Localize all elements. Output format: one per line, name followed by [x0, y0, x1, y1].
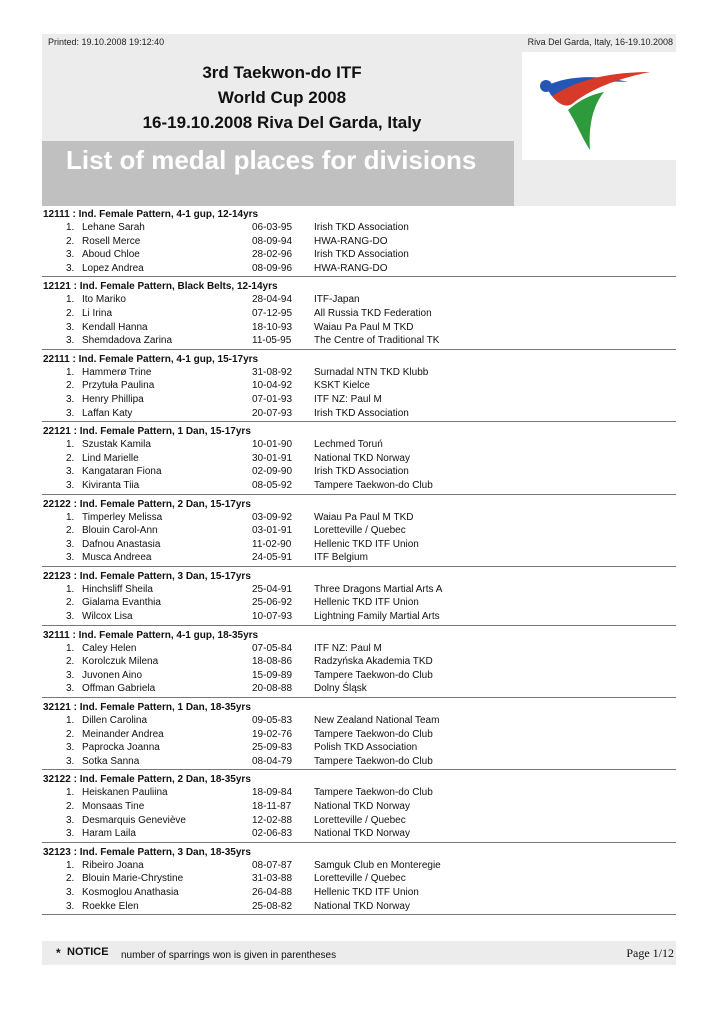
- medalist-row: [42, 669, 676, 683]
- medal-place: 3.: [66, 321, 75, 333]
- club-name: Irish TKD Association: [314, 407, 409, 419]
- athlete-name: Przytuła Paulina: [82, 380, 155, 392]
- club-name: Radzyńska Akademia TKD: [314, 656, 433, 668]
- club-name: National TKD Norway: [314, 900, 410, 912]
- birth-date: 02-06-83: [252, 828, 293, 840]
- event-title: [42, 60, 522, 135]
- event-title-line-2: World Cup 2008: [217, 88, 347, 107]
- notice-footer: [42, 941, 676, 965]
- medalist-row: [42, 524, 676, 538]
- medalist-row: [42, 755, 676, 769]
- birth-date: 28-04-94: [252, 294, 293, 306]
- medal-place: 3.: [66, 262, 75, 274]
- club-name: Samguk Club en Monteregie: [314, 859, 441, 871]
- medal-place: 3.: [66, 886, 75, 898]
- club-name: New Zealand National Team: [314, 715, 440, 727]
- medalist-row: [42, 655, 676, 669]
- birth-date: 08-09-96: [252, 262, 293, 274]
- birth-date: 08-09-94: [252, 235, 293, 247]
- division-block: [42, 629, 676, 698]
- birth-date: 25-06-92: [252, 597, 293, 609]
- club-name: Tampere Taekwon-do Club: [314, 479, 433, 491]
- club-name: Loretteville / Quebec: [314, 873, 406, 885]
- medalist-row: [42, 262, 676, 276]
- club-name: Lightning Family Martial Arts: [314, 611, 440, 623]
- birth-date: 15-09-89: [252, 669, 293, 681]
- club-name: Tampere Taekwon-do Club: [314, 669, 433, 681]
- medal-place: 2.: [66, 728, 75, 740]
- medal-place: 3.: [66, 611, 75, 623]
- club-name: National TKD Norway: [314, 452, 410, 464]
- medal-place: 2.: [66, 873, 75, 885]
- club-name: Irish TKD Association: [314, 466, 409, 478]
- club-name: The Centre of Traditional TK: [314, 335, 440, 347]
- club-name: National TKD Norway: [314, 828, 410, 840]
- athlete-name: Timperley Melissa: [82, 511, 163, 523]
- medalist-row: [42, 859, 676, 873]
- athlete-name: Dillen Carolina: [82, 715, 148, 727]
- medalist-row: [42, 827, 676, 841]
- club-name: Tampere Taekwon-do Club: [314, 728, 433, 740]
- birth-date: 10-04-92: [252, 380, 293, 392]
- birth-date: 07-05-84: [252, 642, 293, 654]
- birth-date: 25-04-91: [252, 583, 293, 595]
- medal-place: 1.: [66, 583, 75, 595]
- medal-place: 1.: [66, 787, 75, 799]
- medal-place: 1.: [66, 366, 75, 378]
- club-name: Waiau Pa Paul M TKD: [314, 511, 414, 523]
- athlete-name: Kendall Hanna: [82, 321, 148, 333]
- medalist-row: [42, 511, 676, 525]
- birth-date: 10-01-90: [252, 439, 293, 451]
- event-location-date: Riva Del Garda, Italy, 16-19.10.2008: [527, 37, 673, 47]
- medal-place: 3.: [66, 407, 75, 419]
- club-name: Dolny Śląsk: [314, 683, 367, 695]
- athlete-name: Kosmoglou Anathasia: [82, 886, 179, 898]
- medalist-row: [42, 465, 676, 479]
- club-name: Polish TKD Association: [314, 742, 418, 754]
- medal-place: 3.: [66, 393, 75, 405]
- birth-date: 20-08-88: [252, 683, 293, 695]
- page-number: Page 1/12: [626, 946, 674, 960]
- medalist-row: [42, 235, 676, 249]
- medal-place: 3.: [66, 828, 75, 840]
- athlete-name: Lind Marielle: [82, 452, 139, 464]
- medalist-row: [42, 538, 676, 552]
- division-title: 32123 : Ind. Female Pattern, 3 Dan, 18-35yrs: [43, 846, 251, 858]
- medalist-row: [42, 307, 676, 321]
- athlete-name: Ribeiro Joana: [82, 859, 144, 871]
- birth-date: 07-12-95: [252, 307, 293, 319]
- club-name: Irish TKD Association: [314, 249, 409, 261]
- medalist-row: [42, 407, 676, 421]
- medalist-row: [42, 814, 676, 828]
- notice-text: number of sparrings won is given in parentheses: [121, 950, 337, 961]
- club-name: Hellenic TKD ITF Union: [314, 886, 419, 898]
- athlete-name: Lehane Sarah: [82, 222, 145, 233]
- athlete-name: Rosell Merce: [82, 235, 141, 247]
- athlete-name: Heiskanen Pauliina: [82, 787, 168, 799]
- athlete-name: Offman Gabriela: [82, 683, 156, 695]
- medal-place: 1.: [66, 511, 75, 523]
- club-name: Tampere Taekwon-do Club: [314, 787, 433, 799]
- club-name: National TKD Norway: [314, 801, 410, 812]
- medal-place: 1.: [66, 439, 75, 451]
- medalist-row: [42, 583, 676, 597]
- division-title: 12121 : Ind. Female Pattern, Black Belts, 12-14yrs: [43, 281, 278, 293]
- club-name: Hellenic TKD ITF Union: [314, 538, 419, 550]
- division-title: 22121 : Ind. Female Pattern, 1 Dan, 15-17yrs: [43, 426, 251, 438]
- birth-date: 03-09-92: [252, 511, 293, 523]
- medalist-row: [42, 393, 676, 407]
- medal-place: 2.: [66, 801, 75, 812]
- athlete-name: Monsaas Tine: [82, 801, 145, 812]
- medalist-row: [42, 596, 676, 610]
- medalist-row: [42, 221, 676, 235]
- club-name: Surnadal NTN TKD Klubb: [314, 366, 429, 378]
- medalist-row: [42, 479, 676, 493]
- athlete-name: Blouin Carol-Ann: [82, 525, 158, 537]
- medalist-row: [42, 714, 676, 728]
- birth-date: 11-02-90: [252, 538, 292, 550]
- athlete-name: Gialama Evanthia: [82, 597, 161, 609]
- athlete-name: Paprocka Joanna: [82, 742, 160, 754]
- athlete-name: Wilcox Lisa: [82, 611, 133, 623]
- birth-date: 11-05-95: [252, 335, 292, 347]
- birth-date: 28-02-96: [252, 249, 293, 261]
- club-name: Loretteville / Quebec: [314, 814, 406, 826]
- medal-place: 3.: [66, 466, 75, 478]
- division-block: [42, 280, 676, 349]
- athlete-name: Laffan Katy: [82, 407, 133, 419]
- birth-date: 08-07-87: [252, 859, 293, 871]
- club-name: Lechmed Toruń: [314, 439, 383, 451]
- medal-place: 3.: [66, 479, 75, 491]
- athlete-name: Kiviranta Tiia: [82, 479, 140, 491]
- athlete-name: Ito Mariko: [82, 294, 126, 306]
- division-block: [42, 208, 676, 277]
- birth-date: 19-02-76: [252, 728, 293, 740]
- print-info-bar: [42, 34, 676, 50]
- medal-place: 1.: [66, 859, 75, 871]
- event-title-line-3: 16-19.10.2008 Riva Del Garda, Italy: [142, 113, 422, 132]
- division-title: 32111 : Ind. Female Pattern, 4-1 gup, 18-35yrs: [43, 629, 259, 641]
- athlete-name: Sotka Sanna: [82, 755, 140, 767]
- birth-date: 26-04-88: [252, 886, 293, 898]
- medal-place: 2.: [66, 452, 75, 464]
- medal-place: 2.: [66, 656, 75, 668]
- medalist-row: [42, 334, 676, 348]
- logo-head-dot: [540, 80, 552, 92]
- medal-place: 3.: [66, 552, 75, 564]
- club-name: Hellenic TKD ITF Union: [314, 597, 419, 609]
- medal-place: 2.: [66, 307, 75, 319]
- birth-date: 08-05-92: [252, 479, 293, 491]
- medal-place: 2.: [66, 597, 75, 609]
- medal-place: 3.: [66, 900, 75, 912]
- athlete-name: Dafnou Anastasia: [82, 538, 161, 550]
- athlete-name: Szustak Kamila: [82, 439, 151, 451]
- athlete-name: Aboud Chloe: [82, 249, 140, 261]
- medalist-row: [42, 551, 676, 565]
- birth-date: 18-10-93: [252, 321, 293, 333]
- division-title: 12111 : Ind. Female Pattern, 4-1 gup, 12-14yrs: [43, 209, 259, 220]
- medalist-row: [42, 610, 676, 624]
- athlete-name: Caley Helen: [82, 642, 137, 654]
- birth-date: 20-07-93: [252, 407, 293, 419]
- medalist-row: [42, 786, 676, 800]
- itf-taekwondo-logo-icon: [522, 52, 676, 160]
- club-name: ITF-Japan: [314, 294, 360, 306]
- medalist-row: [42, 728, 676, 742]
- banner-title: List of medal places for divisions: [66, 145, 477, 175]
- birth-date: 18-11-87: [252, 801, 292, 812]
- medalist-row: [42, 900, 676, 914]
- club-name: Three Dragons Martial Arts A: [314, 583, 443, 595]
- medal-place: 1.: [66, 642, 75, 654]
- medalist-row: [42, 800, 676, 814]
- division-block: [42, 773, 676, 842]
- athlete-name: Roekke Elen: [82, 900, 139, 912]
- athlete-name: Hammerø Trine: [82, 366, 152, 378]
- division-block: [42, 570, 676, 626]
- medalist-row: [42, 682, 676, 696]
- club-name: KSKT Kielce: [314, 380, 370, 392]
- birth-date: 31-03-88: [252, 873, 293, 885]
- notice-label: NOTICE: [67, 946, 109, 958]
- birth-date: 08-04-79: [252, 755, 293, 767]
- medalist-row: [42, 741, 676, 755]
- notice-star-icon: *: [56, 946, 61, 960]
- birth-date: 07-01-93: [252, 393, 293, 405]
- club-name: ITF NZ: Paul M: [314, 642, 382, 654]
- club-name: Irish TKD Association: [314, 222, 409, 233]
- medalist-row: [42, 321, 676, 335]
- division-title: 22122 : Ind. Female Pattern, 2 Dan, 15-17yrs: [43, 498, 251, 510]
- division-block: [42, 498, 676, 567]
- club-name: ITF NZ: Paul M: [314, 393, 382, 405]
- birth-date: 18-09-84: [252, 787, 293, 799]
- medalist-row: [42, 248, 676, 262]
- medal-place: 3.: [66, 538, 75, 550]
- division-title: 22123 : Ind. Female Pattern, 3 Dan, 15-17yrs: [43, 570, 251, 582]
- medal-place: 1.: [66, 715, 75, 727]
- medalist-row: [42, 452, 676, 466]
- medalist-row: [42, 438, 676, 452]
- birth-date: 25-09-83: [252, 742, 293, 754]
- club-name: HWA-RANG-DO: [314, 262, 388, 274]
- division-block: [42, 425, 676, 494]
- printed-timestamp: Printed: 19.10.2008 19:12:40: [48, 37, 165, 47]
- club-name: Tampere Taekwon-do Club: [314, 755, 433, 767]
- divisions-list: [42, 208, 676, 918]
- document-banner: [42, 141, 514, 206]
- medal-place: 2.: [66, 525, 75, 537]
- division-block: [42, 846, 676, 915]
- athlete-name: Juvonen Aino: [82, 669, 143, 681]
- athlete-name: Kangataran Fiona: [82, 466, 162, 478]
- medalist-row: [42, 886, 676, 900]
- event-title-line-1: 3rd Taekwon-do ITF: [202, 63, 362, 82]
- athlete-name: Lopez Andrea: [82, 262, 144, 274]
- athlete-name: Shemdadova Zarina: [82, 335, 173, 347]
- birth-date: 12-02-88: [252, 814, 293, 826]
- medalist-row: [42, 379, 676, 393]
- birth-date: 02-09-90: [252, 466, 293, 478]
- medal-place: 1.: [66, 294, 75, 306]
- birth-date: 09-05-83: [252, 715, 293, 727]
- birth-date: 30-01-91: [252, 452, 293, 464]
- logo-red-swoosh: [552, 72, 650, 106]
- athlete-name: Haram Laila: [82, 828, 136, 840]
- division-block: [42, 701, 676, 770]
- birth-date: 18-08-86: [252, 656, 293, 668]
- athlete-name: Desmarquis Geneviève: [82, 814, 186, 826]
- birth-date: 31-08-92: [252, 366, 293, 378]
- athlete-name: Blouin Marie-Chrystine: [82, 873, 184, 885]
- medal-place: 3.: [66, 335, 75, 347]
- athlete-name: Henry Phillipa: [82, 393, 144, 405]
- club-name: All Russia TKD Federation: [314, 307, 432, 319]
- club-name: Waiau Pa Paul M TKD: [314, 321, 414, 333]
- medal-place: 3.: [66, 814, 75, 826]
- medal-place: 3.: [66, 755, 75, 767]
- medal-place: 3.: [66, 742, 75, 754]
- athlete-name: Meinander Andrea: [82, 728, 164, 740]
- athlete-name: Li Irina: [82, 307, 113, 319]
- birth-date: 10-07-93: [252, 611, 293, 623]
- athlete-name: Musca Andreea: [82, 552, 152, 564]
- medal-place: 3.: [66, 669, 75, 681]
- birth-date: 03-01-91: [252, 525, 293, 537]
- division-title: 32122 : Ind. Female Pattern, 2 Dan, 18-35yrs: [43, 774, 251, 786]
- medal-place: 1.: [66, 222, 75, 233]
- medal-place: 3.: [66, 683, 75, 695]
- medalist-row: [42, 366, 676, 380]
- medal-place: 2.: [66, 235, 75, 247]
- medalist-row: [42, 872, 676, 886]
- birth-date: 06-03-95: [252, 222, 293, 233]
- club-name: Loretteville / Quebec: [314, 525, 406, 537]
- club-name: ITF Belgium: [314, 552, 368, 564]
- athlete-name: Hinchsliff Sheila: [82, 583, 153, 595]
- medal-place: 2.: [66, 380, 75, 392]
- medal-place: 3.: [66, 249, 75, 261]
- division-block: [42, 353, 676, 422]
- division-title: 22111 : Ind. Female Pattern, 4-1 gup, 15-17yrs: [43, 353, 259, 365]
- medalist-row: [42, 642, 676, 656]
- document-header: [42, 50, 676, 206]
- birth-date: 24-05-91: [252, 552, 293, 564]
- birth-date: 25-08-82: [252, 900, 293, 912]
- medalist-row: [42, 293, 676, 307]
- athlete-name: Korolczuk Milena: [82, 656, 159, 668]
- club-name: HWA-RANG-DO: [314, 235, 388, 247]
- division-title: 32121 : Ind. Female Pattern, 1 Dan, 18-35yrs: [43, 702, 251, 714]
